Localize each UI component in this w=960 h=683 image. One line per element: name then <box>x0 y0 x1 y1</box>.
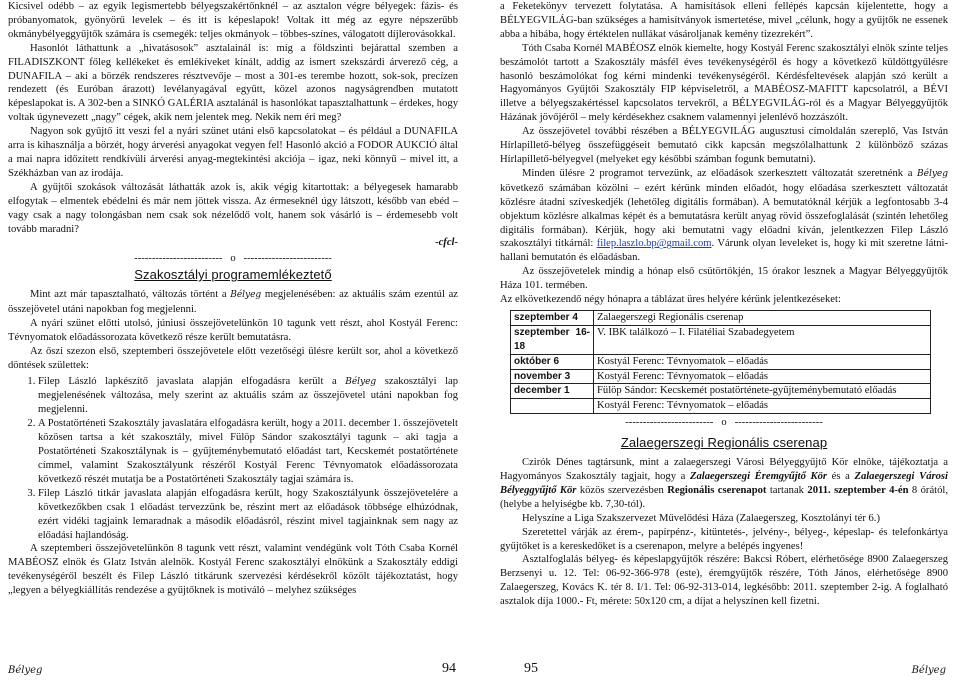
magazine-name: Bélyeg <box>230 290 262 301</box>
schedule-date <box>511 399 594 414</box>
paragraph: A gyűjtői szokások változását láthatták azok is, akik végig kitartottak: a bélyegesek hamarabb elfogytak – elmentek ebédelni és már nem jöttek vissza. Az érmeseknél úgy látszott, később van ebéd – vagy csak a nagy tolongásban nem csak sok nézelődő volt, hanem sok vásárló is – érdemesebb volt tovább maradni? <box>8 181 458 235</box>
paragraph: Szeretettel várják az érem-, papírpénz-, kitüntetés-, jelvény-, bélyeg-, képeslap- és telefonkártya gyűjtőket is a kereskedőket is a cserenapon, melyre a belépés ingyenes! <box>500 526 948 552</box>
schedule-event: Kostyál Ferenc: Tévnyomatok – előadás <box>594 369 931 384</box>
decision-list <box>8 375 458 543</box>
section-title: Zalaegerszegi Regionális cserenap <box>620 435 828 451</box>
paragraph: Asztalfoglalás bélyeg- és képeslapgyűjtők részére: Bakcsi Róbert, elérhetősége 8900 Zalaegerszeg Berzsenyi u. 12. Tel: 06-92-366-978 (este), éremgyűjtők részére, Tóth János, elérhetősége 8900 Zalaegerszeg, Kovács K. tér 8. I/1. Tel: 06-92-313-014, legkésőbb: 2011. szeptember 2-ig. A foglalható asztalok díja 1000.- Ft, mérete: 50x120 cm, a díjat a helyszínen kell fizetni. <box>500 554 948 608</box>
schedule-date: december 1 <box>511 384 594 399</box>
schedule-event: Kostyál Ferenc: Tévnyomatok – előadás <box>594 354 931 369</box>
section-separator: ------------------------- o ------------------------- <box>625 417 823 429</box>
list-item: 3. Filep László titkár javaslata alapján elfogadásra került, hogy Szakosztályunk összejövetelére a következőkben csak 1 előadást tervezzünk be, részint mert az előadások többsége elhúzódnak, ezért vidéki tagjaink lemaradnak a második előadásról, részint mivel tagjainknak sem nagy az előadási hajlandóság. <box>38 487 458 543</box>
paragraph: Az őszi szezon első, szeptemberi összejövetele előtt vezetőségi ülésre került sor, ahol a következő döntések születtek: <box>8 345 458 371</box>
paragraph: Czirók Dénes tagtársunk, mint a zalaegerszegi Városi Bélyeggyűjtő Kör elnöke, tájékoztatja a Hagyományos Szakosztály tagjait, hogy a Zalaegerszegi Éremgyűjtő Kör és a Zalaegerszegi Városi Bélyeggyűjtő Kör közös szervezésben Regionális cserenapot tartanak 2011. szeptember 4-én 8 órától, (helybe a helyiségbe kb. 7,30-tól). <box>500 457 948 510</box>
paragraph: a Feketekönyv tervezett folytatása. A hamisítások elleni fellépés kapcsán kijelentette, hogy a BÉLYEGVILÁG-ban szükséges a hamisítványok ismertetése, mivel „célunk, hogy a gyűjtők ne essenek abba a hibába, hogy értéktelen nullákat vásároljanak kemény tizezrekért”. <box>500 1 948 40</box>
section-title: Szakosztályi programemlékeztető <box>134 267 332 283</box>
paragraph: A szeptemberi összejövetelünkön 8 tagunk vett részt, valamint vendégünk volt Tóth Csaba Kornél MABÉOSZ elnök és Glatz István alelnök. Kostyál Ferenc szakosztályi elnökünk a Szakosztály eddigi tevékenységéről beszélt és Filep László titkárunk szervezési kérdésekről közölt tájékoztatást, hogy „legyen a bélyegkiállítás rendezése a gyűjtőknek is motiváló – melyhez szükséges <box>8 543 458 597</box>
paragraph: Az elkövetkezendő négy hónapra a táblázat üres helyére kérünk jelentkezéseket: <box>500 294 841 306</box>
schedule-event: V. IBK találkozó – I. Filatéliai Szabadegyetem <box>594 325 931 354</box>
paragraph: Az összejövetel további részében a BÉLYEGVILÁG augusztusi címoldalán szereplő, Vas István Hírlapillető-bélyeg összefüggéseit bemutató cikk kapcsán megszólalhattunk 2 különböző százas Hírlapillető-bélyegvel (melyeket egy későbbi számban fogunk bemutatni). <box>500 126 948 165</box>
page-footer <box>0 661 470 679</box>
schedule-table <box>510 310 931 414</box>
section-separator: ------------------------- o ------------------------- <box>134 253 332 265</box>
schedule-date: szeptember 16-18 <box>511 325 594 354</box>
right-column <box>500 0 948 609</box>
right-page <box>490 0 960 683</box>
table-row <box>511 325 931 354</box>
paragraph: Mint azt már tapasztalható, változás történt a Bélyeg megjelenésében: az aktuális szám ezentúl az összejövetel utáni napokban fog megjelenni. <box>8 289 458 316</box>
magazine-name: Bélyeg <box>345 376 377 387</box>
paragraph: Hasonlót láthattunk a „hivatásosok” asztalainál is: míg a földszinti bejárattal szemben a FILADISZKONT főleg kellékeket és emlékíveket kínált, addig az ismert szekszárdi árverező cég, a DUNAFILA – aki a börzék rendszeres résztvevője – most a 301-es terembe hozott, sok-sok, precízen rendezett (és Euróban árazott) levélanyagával együtt, közel azonos nagyságrendben mutatott képeslapokat is. A 302-ben a SINKÓ GALÉRIA asztalánál is hasonlókat tapasztalhattunk – érdekes, hogy voltak úgynevezett „nagy” cégek, akik nem jelentek meg. Nekik nem éri meg? <box>8 42 458 124</box>
intro-paragraph: Kicsivel odébb – az egyik legismertebb bélyegszakértőnknél – az asztalon végre bélyegek: fázis- és próbanyomatok, gyönyörű levelek – és itt is képeslapok! Voltak itt még az egyre népszerűbb okmánybélyeggyűjtők számára is csemegék: teljes okmányok – többes-színes, válogatott díjlerovásokkal. <box>8 1 458 40</box>
table-row <box>511 399 931 414</box>
page-number: 95 <box>524 661 538 676</box>
table-row <box>511 369 931 384</box>
paragraph: Helyszíne a Liga Szakszervezet Művelődési Háza (Zalaegerszeg, Kosztolányi tér 6.) <box>522 512 880 524</box>
paragraph: Nagyon sok gyűjtő itt veszi fel a nyári szünet utáni első kapcsolatokat – és például a DUNAFILA arra is kihasználja a börzét, hogy árverési anyagokat vegyen fel! Hasonló akció a FODOR AUKCIÓ által a mai napra időzített rendkívüli árverési anyag-megtekintési akciója – igaz, neki könnyű – mivel itt, a Székházban van az irodája. <box>8 126 458 179</box>
paragraph: Tóth Csaba Kornél MABÉOSZ elnök kiemelte, hogy Kostyál Ferenc szakosztályi elnök szinte teljes beszámolót tartott a Szakosztály másfél éves tevékenységéről és hogy a következő küldöttgyűlésre hasonló beszámolókat fog kérni mindenki tevékenységéről. Kérdésfeltevések alapján szó került a Hagyományos Gyűjtői Szakosztály FIP képviseletről, a MABÉOSZ-MAFITT kapcsolatról, a BÉVI illetve a bélyegszakértéssel kapcsolatos tervekről, a BÉLYEGVILÁG-ról és a Magyar Bélyeggyűjtők Házának jövőjéről – mely kérdésekhez csaknem valamennyi jelenlévő hozzászólt. <box>500 42 948 124</box>
footer-magazine-name: Bélyeg <box>8 665 43 676</box>
page-footer <box>490 661 960 679</box>
schedule-date: november 3 <box>511 369 594 384</box>
schedule-event: Fülöp Sándor: Kecskemét postatörténete-gyűjteménybemutató előadás <box>594 384 931 399</box>
left-page <box>0 0 470 683</box>
table-row <box>511 354 931 369</box>
email-link[interactable]: filep.laszlo.bp@gmail.com <box>596 238 712 250</box>
author-signature: -cfcl- <box>435 237 458 249</box>
magazine-name: Bélyeg <box>917 168 948 179</box>
schedule-date: szeptember 4 <box>511 310 594 325</box>
schedule-date: október 6 <box>511 354 594 369</box>
list-item: 2. A Postatörténeti Szakosztály javaslatára elfogadásra került, hogy a 2011. december 1. összejövetelt közösen tartsa a két szakosztály, mivel Fülöp Sándor szakosztályi tagunk – aki tagja a Postatörténeti Szakosztálynak is – gyűjteménybemutató előadást tart, Kecskemét postatörténete címmel, valamint Szakosztályunk részéről Kostyál Ferenc Tévnyomatok előadássorozata következő részét mutatja be a Postatörténeti Szakosztály tagjai számára is. <box>38 417 458 487</box>
left-column <box>8 0 458 598</box>
footer-magazine-name: Bélyeg <box>911 665 946 676</box>
list-item: 1. Filep László lapkészítő javaslata alapján elfogadásra került a Bélyeg szakosztályi lap megjelenésének változása, mely szerint az aktuális szám az összejövetel utáni napokban fog megjelenni. <box>38 375 458 418</box>
table-row <box>511 310 931 325</box>
table-row <box>511 384 931 399</box>
paragraph: Minden ülésre 2 programot tervezünk, az előadások szerkesztett változatát szeretnénk a Bélyeg következő számában közölni – ezért kérünk minden előadót, hogy előadása szerkesztett változatát közlésre átadni szíveskedjék (lehetőleg digitális formában). A bemutatóknál kérjük a legfontosabb 3-4 objektum közlésre alkalmas képét és a bemutatásra került anyag rövid összefoglalását (szintén lehetőleg digitális formában). Kérjük, hogy aki bemutatni vagy előadni kíván, jelentkezzen Filep László szakosztályi titkárnál: filep.laszlo.bp@gmail.com. Várunk olyan leveleket is, hogy ki mit szeretne látni-hallani bemutatón és előadásban. <box>500 167 948 264</box>
page-number: 94 <box>442 661 456 676</box>
schedule-event: Kostyál Ferenc: Tévnyomatok – előadás <box>594 399 931 414</box>
paragraph: Az összejövetelek mindig a hónap első csütörtökjén, 15 órakor lesznek a Magyar Bélyeggyűjtők Háza 101. termében. <box>500 266 948 292</box>
paragraph: A nyári szünet előtti utolsó, júniusi összejövetelünkön 10 tagunk vett részt, ahol Kostyál Ferenc: Tévnyomatok előadássorozata következő része került bemutatásra. <box>8 317 458 343</box>
schedule-event: Zalaegerszegi Regionális cserenap <box>594 310 931 325</box>
